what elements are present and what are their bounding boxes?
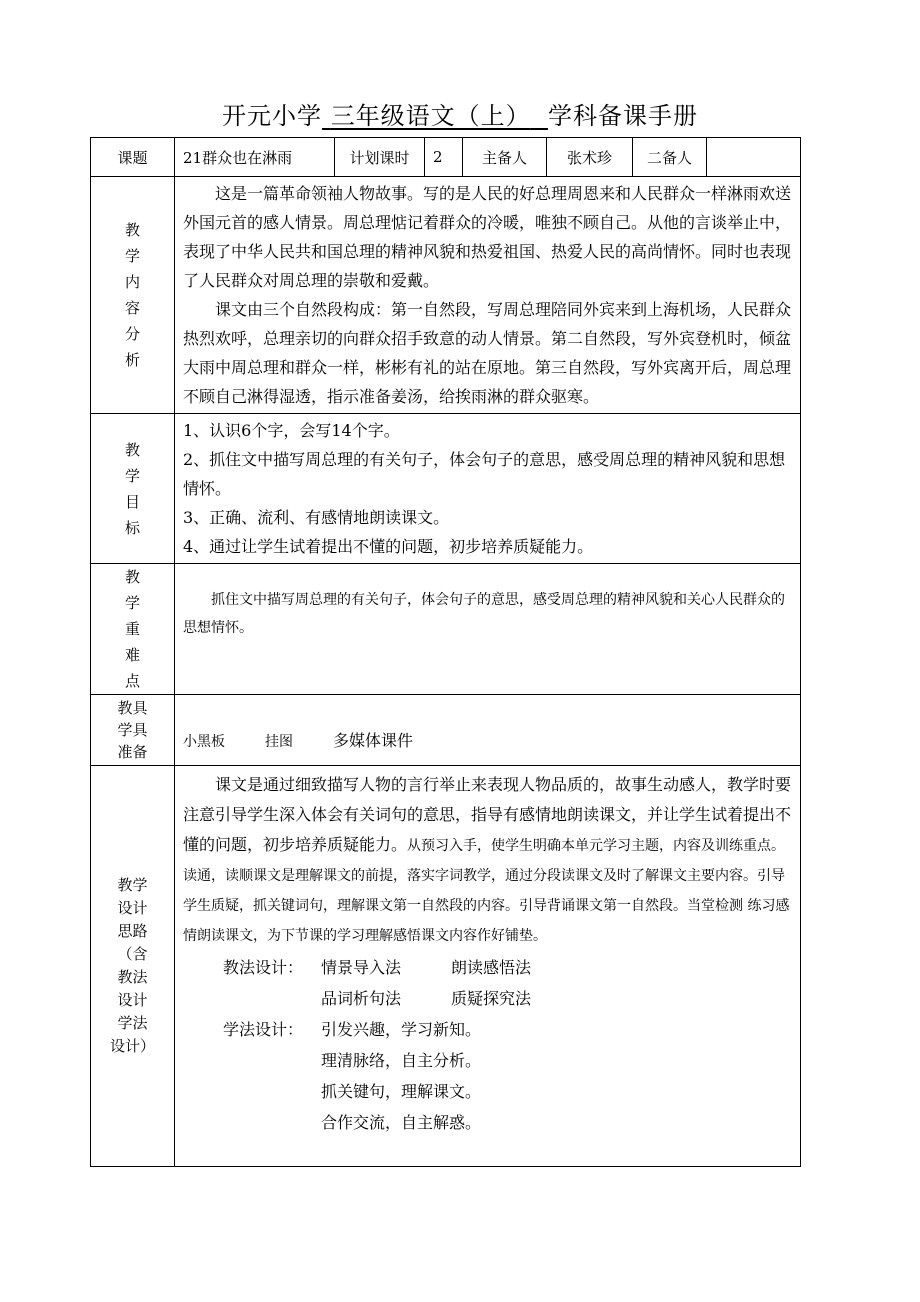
list-item: 品词析句法 <box>321 989 402 1008</box>
lesson-plan-table <box>90 137 800 1167</box>
main-preparer-label: 主备人 <box>463 138 547 177</box>
main-preparer-value: 张术珍 <box>547 138 633 177</box>
list-item: 朗读感悟法 <box>451 958 532 977</box>
objectives-row <box>91 414 801 564</box>
list-item: 1、认识6个字，会写14个字。 <box>183 421 400 440</box>
topic-label: 课题 <box>91 138 175 177</box>
objectives-label: 教 学 目 标 <box>91 414 175 564</box>
key-points-label: 教 学 重 难 点 <box>91 564 175 695</box>
topic-value: 21群众也在淋雨 <box>175 138 335 177</box>
content-analysis-row <box>91 177 801 414</box>
key-points-row <box>91 564 801 695</box>
school-name: 开元小学 <box>222 102 323 130</box>
page-title <box>0 96 920 131</box>
tools-label: 教具 学具 准备 <box>91 695 175 766</box>
list-item: 抓关键句，理解课文。 <box>321 1082 482 1101</box>
tool-item: 小黑板 <box>183 734 225 750</box>
list-item: 合作交流，自主解惑。 <box>321 1113 482 1132</box>
key-points-text: 抓住文中描写周总理的有关句子，体会句子的意思，感受周总理的精神风貌和关心人民群众的思想情怀。 <box>175 564 801 695</box>
list-item: 2、抓住文中描写周总理的有关句子，体会句子的意思，感受周总理的精神风貌和思想情怀。 <box>183 450 786 498</box>
tools-list <box>175 695 801 766</box>
hours-value: 2 <box>425 138 463 177</box>
content-analysis-text: 这是一篇革命领袖人物故事。写的是人民的好总理周恩来和人民群众一样淋雨欢送外国元首的感人情景。周总理惦记着群众的冷暖，唯独不顾自己。从他的言谈举止中，表现了中华人民共和国总理的精神风貌和热爱祖国、热爱人民的高尚情怀。同时也表现了人民群众对周总理的崇敬和爱戴。 课文由三个自然段构成：第一自然段，写周总理陪同外宾来到上海机场，人民群众热烈欢呼，总理亲切的向群众招手致意的动人情景。第二自然段，写外宾登机时，倾盆大雨中周总理和群众一样，彬彬有礼的站在原地。第三自然段，写外宾离开后，周总理不顾自己淋得湿透，指示准备姜汤，给挨雨淋的群众驱寒。 <box>175 177 801 414</box>
list-item: 4、通过让学生试着提出不懂的问题，初步培养质疑能力。 <box>183 537 594 556</box>
design-row <box>91 766 801 1167</box>
design-text: 课文是通过细致描写人物的言行举止来表现人物品质的，故事生动感人，教学时要注意引导学生深入体会有关词句的意思，指导有感情地朗读课文，并让学生试着提出不懂的问题，初步培养质疑能力。从预习入手，使学生明确本单元学习主题，内容及训练重点。读通，读顺课文是理解课文的前提，落实字词教学，通过分段读课文及时了解课文主要内容。引导学生质疑，抓关键词句，理解课文第一自然段的内容。引导背诵课文第一自然段。当堂检测 练习感情朗读课文，为下节课的学习理解感悟课文内容作好铺垫。 教法设计： 情景导入法 朗读感悟法 品词析句法 质疑探究法 学法设计： 引发兴趣，学习新知。 理清脉络，自主分析。 抓关键句，理解课文。 合作交流，自主解惑。 <box>175 766 801 1167</box>
teaching-methods-label: 教法设计： <box>223 958 304 977</box>
title-suffix: 学科备课手册 <box>547 102 698 130</box>
list-item: 质疑探究法 <box>451 989 532 1008</box>
list-item: 情景导入法 <box>321 958 402 977</box>
content-analysis-label: 教 学 内 容 分 析 <box>91 177 175 414</box>
tool-item: 挂图 <box>265 734 293 750</box>
list-item: 引发兴趣，学习新知。 <box>321 1020 482 1039</box>
second-preparer-label: 二备人 <box>633 138 707 177</box>
learning-methods-label: 学法设计： <box>223 1020 304 1039</box>
list-item: 理清脉络，自主分析。 <box>321 1051 482 1070</box>
subject-name: 三年级语文（上） <box>330 102 531 130</box>
method-list <box>183 952 794 1138</box>
design-label: 教学 设计 思路 （含 教法 设计 学法 设计） <box>91 766 175 1167</box>
second-preparer-value <box>707 138 801 177</box>
hours-label: 计划课时 <box>335 138 425 177</box>
tools-row <box>91 695 801 766</box>
header-row <box>91 138 801 177</box>
objectives-list <box>175 414 801 564</box>
list-item: 3、正确、流利、有感情地朗读课文。 <box>183 508 450 527</box>
tool-item: 多媒体课件 <box>333 731 414 750</box>
